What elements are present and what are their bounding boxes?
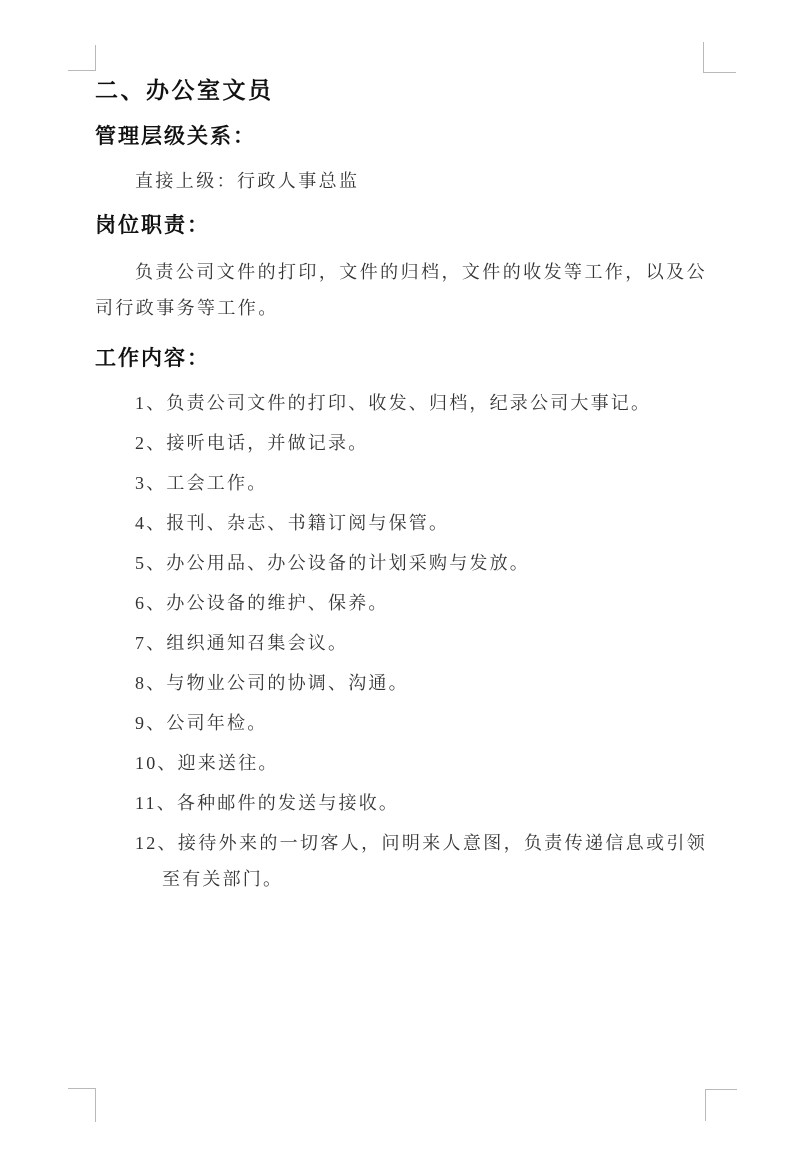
document-content	[95, 78, 707, 901]
task-list	[135, 385, 707, 897]
task-item: 1、负责公司文件的打印、收发、归档，纪录公司大事记。	[135, 393, 652, 413]
direct-supervisor-line: 直接上级：行政人事总监	[135, 171, 360, 191]
section-heading-job-duties: 岗位职责：	[95, 213, 210, 237]
document-title: 二、办公室文员	[95, 78, 274, 103]
task-item: 2、接听电话，并做记录。	[135, 433, 369, 453]
job-duties-paragraph: 负责公司文件的打印，文件的归档，文件的收发等工作，以及公司行政事务等工作。	[95, 262, 707, 318]
task-item: 3、工会工作。	[135, 473, 268, 493]
task-item: 4、报刊、杂志、书籍订阅与保管。	[135, 513, 450, 533]
margin-mark-bottom-left	[68, 1088, 96, 1122]
task-item: 12、接待外来的一切客人，问明来人意图，负责传递信息或引领至有关部门。	[135, 833, 707, 889]
task-item: 11、各种邮件的发送与接收。	[135, 793, 400, 813]
task-item: 6、办公设备的维护、保养。	[135, 593, 389, 613]
section-heading-work-content: 工作内容：	[95, 346, 210, 370]
task-item: 10、迎来送往。	[135, 753, 279, 773]
margin-mark-top-right	[703, 42, 736, 73]
margin-mark-bottom-right	[705, 1089, 737, 1121]
task-item: 8、与物业公司的协调、沟通。	[135, 673, 409, 693]
section-heading-management-hierarchy: 管理层级关系：	[95, 124, 256, 148]
task-item: 7、组织通知召集会议。	[135, 633, 349, 653]
margin-mark-top-left	[68, 45, 96, 71]
task-item: 5、办公用品、办公设备的计划采购与发放。	[135, 553, 530, 573]
task-item: 9、公司年检。	[135, 713, 268, 733]
